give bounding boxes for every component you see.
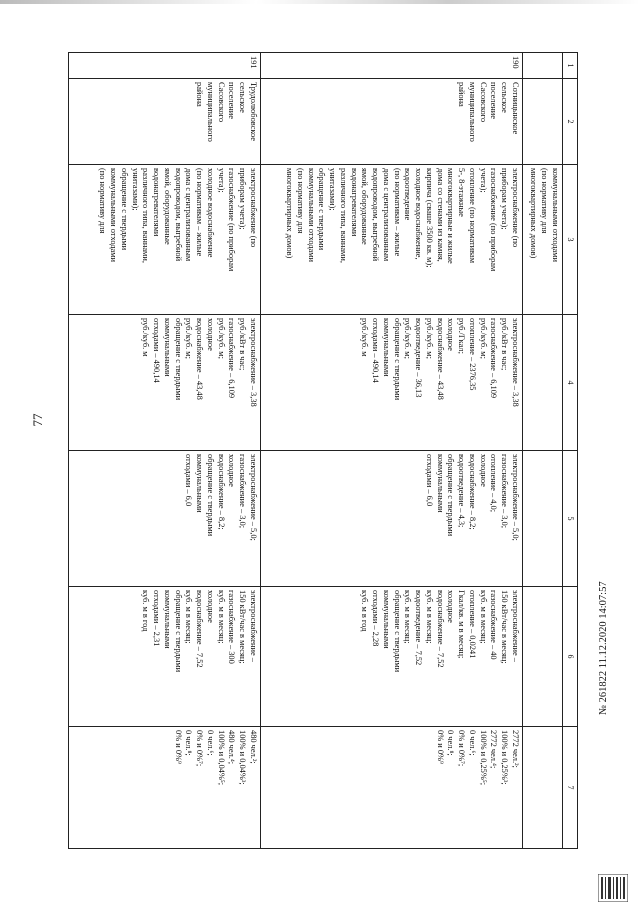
header-row — [562, 53, 577, 849]
volumes-cell: электроснабжение – 150 кВт/час в месяц; газоснабжение – 300 куб. м в месяц; холодное водоснабжение – 7,52 куб. м в месяц; обращение с твердыми коммунальными отходами – 2,31 куб. м в год — [69, 587, 261, 727]
settlement-name: Трудолюбовское сельское поселение Сасовского муниципального района — [69, 79, 261, 165]
header-col-6: 6 — [562, 587, 577, 727]
table-row — [69, 53, 261, 849]
header-col-5: 5 — [562, 451, 577, 587]
document-stamp: № 261822 11.12.2020 14:07:57 — [598, 581, 609, 715]
indices-cell: электроснабжение – 5,0; газоснабжение – 3,0; холодное водоснабжение – 8,2; обращение с твердыми коммунальными отходами – 6,0 — [69, 451, 261, 587]
barcode-icon — [598, 874, 628, 902]
services-cell: электроснабжение (по приборам учета); газоснабжение (по приборам учета); холодное водоснабжение (по нормативам – жилые дома с централизованным водопроводом, выгребной ямой, оборудованные водонагревателями различного типа, ваннами, унитазами); обращение с твердыми коммунальными отходами (по нормативу для — [69, 165, 261, 315]
tariffs-cell: электроснабжение – 3,38 руб./кВт в час; газоснабжение – 6,109 руб./куб. м; отопление – 2376,35 руб./Гкал; холодное водоснабжение – 43,48 руб./куб. м; водоотведение – 36,13 руб./куб. м; обращение с твердыми коммунальными отходами – 490,14 руб./куб. м — [260, 315, 522, 451]
header-col-3: 3 — [562, 165, 577, 315]
header-col-4: 4 — [562, 315, 577, 451]
page-number: 77 — [30, 413, 45, 427]
rotated-table-container — [68, 52, 578, 848]
population-cell: 2772 чел.²; 100% и 0,25%³; 2772 чел.⁴; 100% и 0,25%⁵; 0 чел.⁶; 0% и 0%⁷; 0 чел.⁸; 0% и 0%⁹ — [260, 727, 522, 849]
volumes-cell: электроснабжение – 150 кВт/час в месяц; газоснабжение – 40 куб. м в месяц; отопление – 0,0241 Гкал/кв. м в месяц; холодное водоснабжение – 7,52 куб. м в месяц; водоотведение – 7,52 куб. м в месяц; обращение с твердыми коммунальными отходами – 2,28 куб. м в год — [260, 587, 522, 727]
tariff-table — [68, 52, 578, 849]
settlement-name: Сотницынское сельское поселение Сасовского муниципального района — [260, 79, 522, 165]
continuation-text: коммунальными отходами (по нормативу для многоквартирных домов) — [522, 165, 562, 315]
row-number: 190 — [260, 53, 522, 79]
header-col-2: 2 — [562, 79, 577, 165]
services-cell: электроснабжение (по приборам учета); газоснабжение (по приборам учета); отопление (по нормативам 5-, 8-этажные многоквартирные и жилые дома со стенами из камня, кирпича (сваше 3500 кв. м); холодное водоснабжение, водоотведение (по нормативам – жилые дома с централизованным водопроводом, выгребной ямой, оборудованные водонагревателями различного типа, ваннами, унитазами); обращение с твердыми коммунальными отходами (по нормативу для многоквартирных домов) — [260, 165, 522, 315]
tariffs-cell: электроснабжение – 3,38 руб./кВт в час; газоснабжение – 6,109 руб./куб. м; холодное водоснабжение – 43,48 руб./куб. м; обращение с твердыми коммунальными отходами – 490,14 руб./куб. м — [69, 315, 261, 451]
population-cell: 480 чел.²; 100% и 0,04%³; 480 чел.⁴; 100% и 0,04%⁵; 0 чел.⁶; 0% и 0%⁷; 0 чел.⁸; 0% и 0%⁹ — [69, 727, 261, 849]
header-col-1: 1 — [562, 53, 577, 79]
table-row — [260, 53, 522, 849]
header-col-7: 7 — [562, 727, 577, 849]
scan-top-edge — [0, 0, 640, 4]
continuation-row — [522, 53, 562, 849]
indices-cell: электроснабжение – 5,0; газоснабжение – 3,0; отопление – 4,0; холодное водоснабжение – 8,2; водоотведение – 4,3; обращение с твердыми коммунальными отходами – 6,0 — [260, 451, 522, 587]
row-number: 191 — [69, 53, 261, 79]
